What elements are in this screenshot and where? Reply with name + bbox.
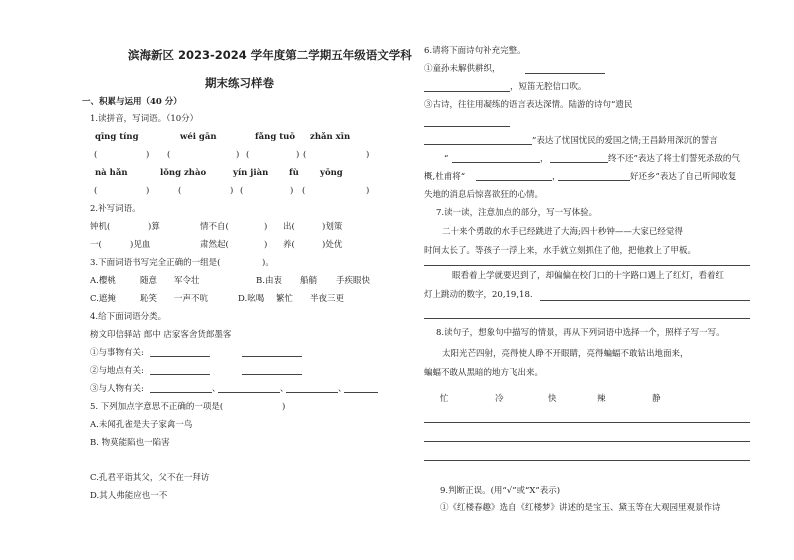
separator: 、 <box>280 384 289 394</box>
answer-paren: ( <box>302 186 306 196</box>
q7-text: 灯上跳动的数字，20,19,18. <box>424 290 533 300</box>
q7-text: 时间太长了。等孩子一浮上来，水手就立刻抓住了他，把他救上了甲板。 <box>424 246 697 256</box>
q2-item: 养( <box>283 240 295 250</box>
q2-item: 一( <box>90 240 102 250</box>
page-title-line1: 滨海新区 2023-2024 学年度第二学期五年级语文学科 <box>128 48 412 62</box>
q2-item: ) <box>264 240 268 250</box>
pinyin: nà hǎn <box>95 168 128 178</box>
q7-text: 二十来个勇敢的水手已经跳进了大海;四十秒钟——大家已经觉得 <box>442 227 683 237</box>
q6-item3-line5: 失地的消息后惊喜欲狂的心情。 <box>424 190 544 200</box>
q8-word: 忙 <box>440 394 449 404</box>
pinyin: fù <box>289 168 299 178</box>
q8-text: 蝙蝠不敢从黑暗的地方飞出来。 <box>424 368 544 378</box>
separator: 、 <box>338 384 347 394</box>
comma: ， <box>552 172 561 182</box>
q2-item: ) <box>264 222 268 232</box>
pinyin: zhǎn xīn <box>310 132 351 142</box>
answer-paren: ) <box>230 186 234 196</box>
q3-option: 随意 <box>140 276 158 286</box>
section1-heading: 一、积累与运用（40 分） <box>82 97 182 107</box>
q6-item2: ，短笛无腔信口吹。 <box>510 82 587 92</box>
q9-item1: ①《红楼春趣》选自《红楼梦》讲述的是宝玉、黛玉等在大观园里观景作诗 <box>440 503 721 513</box>
q5-title: 5. 下列加点字意思不正确的一项是( <box>90 402 224 412</box>
pinyin: wéi gān <box>180 132 217 142</box>
q1-title: 1.读拼音，写词语。（10分） <box>90 114 199 124</box>
q6-item3-line4: 好还乡”表达了自己听闻收复 <box>630 172 737 182</box>
answer-paren: ) <box>236 150 240 160</box>
q2-item: )处优 <box>322 240 343 250</box>
q2-item: )见血 <box>130 240 151 250</box>
answer-paren: ( <box>240 186 244 196</box>
q6-title: 6.请将下面诗句补充完整。 <box>424 46 526 56</box>
pinyin: lǒng zhào <box>160 168 207 178</box>
answer-paren: ( <box>246 150 250 160</box>
answer-paren: ) <box>146 186 150 196</box>
q5-option-a: A.未闻孔雀是夫子家禽一鸟 <box>90 420 193 430</box>
q2-item: 钟机( <box>90 222 111 232</box>
q6-item3-line1: ③古诗，往往用凝练的语言表达深情。陆游的诗句“遗民 <box>424 100 633 110</box>
separator: 、 <box>212 384 221 394</box>
q3-option: D.吆喝 <box>238 294 265 304</box>
q3-option: 手疾眼快 <box>336 276 371 286</box>
q8-word: 静 <box>652 394 661 404</box>
answer-paren: ) <box>366 186 370 196</box>
q4-title: 4.给下面词语分类。 <box>90 312 167 322</box>
q5-option-c: C.孔君平诣其父，父不在一拜访 <box>90 473 210 483</box>
answer-paren: ) <box>146 150 150 160</box>
q2-item: 出( <box>283 222 295 232</box>
q6-item3-line2: ”表达了忧国忧民的爱国之情;王昌龄用深沉的誓言 <box>532 136 718 146</box>
q3-option: 恥笑 <box>140 294 158 304</box>
q2-item: 肃然起( <box>200 240 229 250</box>
answer-paren: ) <box>296 150 300 160</box>
pinyin: yōng <box>320 168 343 178</box>
q4-words: 榜文印信驿站 郎中 店家客舍货郎墨客 <box>90 330 232 340</box>
q8-word: 辣 <box>597 394 606 404</box>
q3-title: 3.下面词语书写完全正确的一组是( <box>90 258 221 268</box>
q3-option: C.遮掩 <box>90 294 116 304</box>
answer-paren: ( <box>167 150 171 160</box>
pinyin: yín jiàn <box>233 168 269 178</box>
q3-title-close: )。 <box>262 258 274 268</box>
q8-title: 8.读句子，想象句中描写的情景，再从下列词语中选择一个，照样子写一写。 <box>436 328 725 338</box>
q7-text: 眼看着上学就要迟到了，却偏偏在校门口的十字路口遇上了红灯，看着红 <box>452 271 725 281</box>
q2-title: 2.补写词语。 <box>90 204 141 214</box>
comma: ， <box>540 154 549 164</box>
q8-word: 冷 <box>495 394 504 404</box>
q3-option: 军令壮 <box>174 276 200 286</box>
q3-option: 繁忙 <box>276 294 294 304</box>
q6-item3-line4-pre: 概,杜甫将“ <box>424 172 466 182</box>
q2-item: )划策 <box>322 222 343 232</box>
q4-category-places: ②与地点有关: <box>90 366 144 376</box>
q5-title-close: ) <box>282 402 286 412</box>
pinyin: fǎng tuō <box>255 132 296 142</box>
answer-paren: ( <box>303 150 307 160</box>
pinyin: qīng tíng <box>95 132 139 142</box>
q9-title: 9.判断正误。(用“√”或“X”表示) <box>440 486 561 496</box>
answer-paren: ( <box>94 186 98 196</box>
q6-item3-line3: 终不还”表达了将士们誓死杀敌的气 <box>608 154 740 164</box>
q2-item: )算 <box>148 222 160 232</box>
answer-paren: ( <box>178 186 182 196</box>
q3-option: 船艄 <box>300 276 318 286</box>
q4-category-people: ③与人物有关: <box>90 384 144 394</box>
q6-item1: ①童孙未解供耕织， <box>424 64 501 74</box>
q3-option: 半夜三更 <box>310 294 345 304</box>
q3-option: A.樱桃 <box>90 276 116 286</box>
q2-item: 情不自( <box>200 222 229 232</box>
quote-open: “ <box>444 154 449 164</box>
q8-text: 太阳光芒四射，亮得使人睁不开眼睛，亮得蝙蝠不敢钻出地面来， <box>442 349 689 359</box>
answer-paren: ( <box>94 150 98 160</box>
q3-option: 一声不吭 <box>174 294 209 304</box>
q7-title: 7.读一读，注意加点的部分，写一写体验。 <box>436 208 598 218</box>
answer-paren: ) <box>366 150 370 160</box>
q8-word: 快 <box>548 394 557 404</box>
answer-paren: ) <box>290 186 294 196</box>
q5-option-b: B. 物莫能陷也一陷害 <box>90 438 170 448</box>
page-title-line2: 期末练习样卷 <box>205 76 274 90</box>
q5-option-d: D.其人弗能应也一不 <box>90 491 168 501</box>
q3-option: B.由衷 <box>256 276 282 286</box>
q4-category-things: ①与事物有关: <box>90 348 144 358</box>
